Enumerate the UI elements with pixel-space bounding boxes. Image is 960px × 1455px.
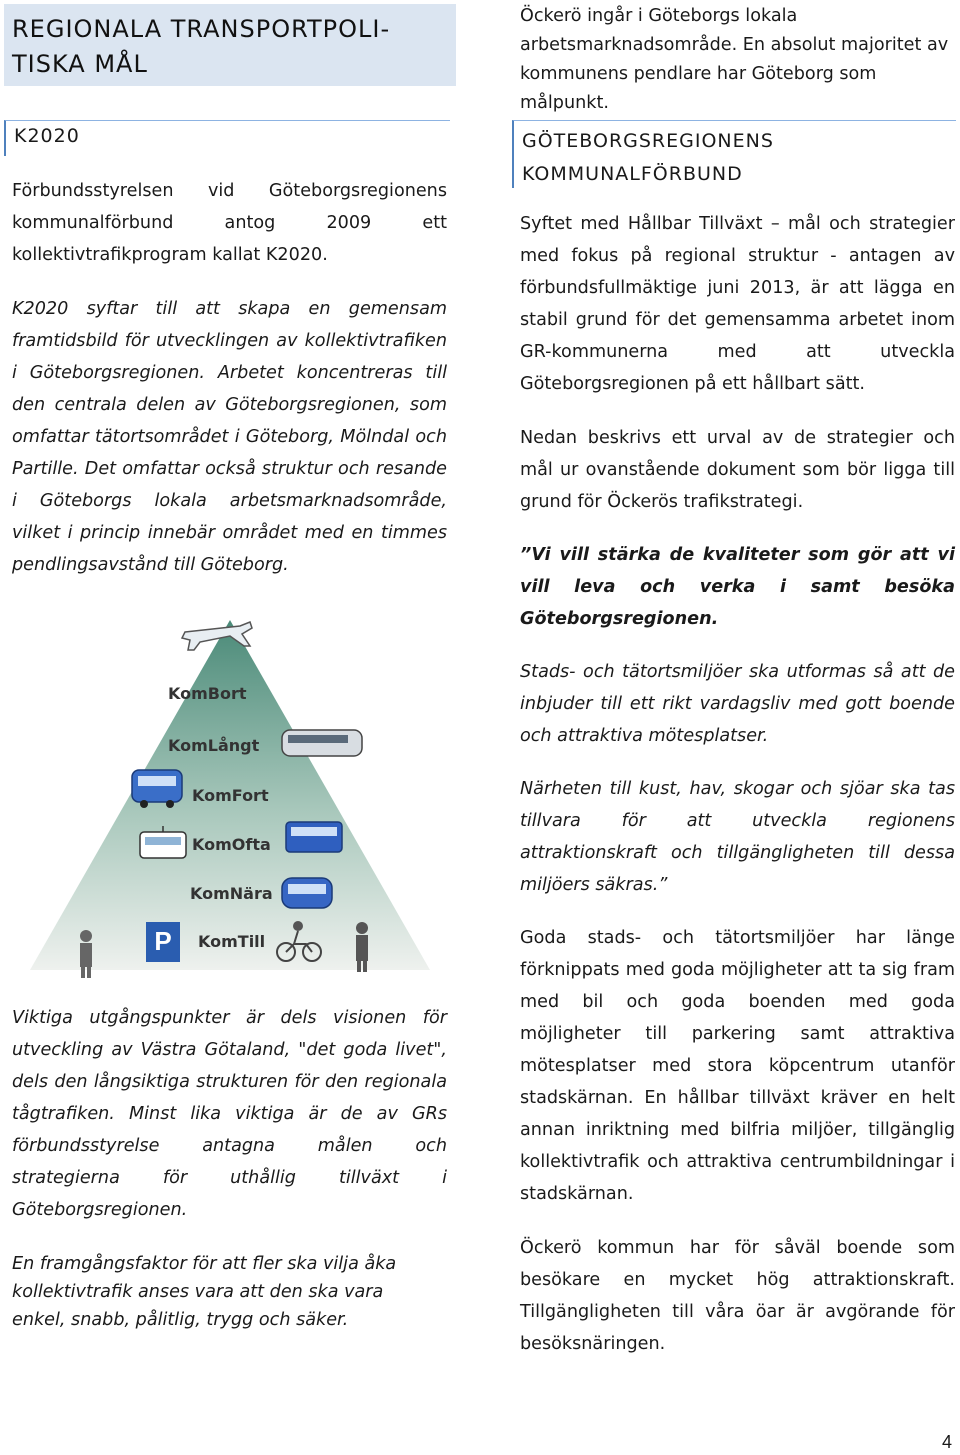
gr-paragraph-2: Nedan beskrivs ett urval av de strategier och mål ur ovanstående dokument som bör ligga till grund för Öckerös trafikstrategi. xyxy=(520,428,955,512)
gr-paragraph-5: Goda stads- och tätortsmiljöer har länge förknippats med goda möjligheter att ta sig fram med bil och goda boenden med goda möjligheter till parkering samt attraktiva mötesplatser med stora köpcentrum utanför stadskärnan. En hållbar tillväxt kräver en helt annan inriktning med bilfria miljöer, tillgänglig kollektivtrafik och attraktiva centrumbildningar i stadskärnan. xyxy=(520,928,955,1204)
gr-paragraph-4: Närheten till kust, hav, skogar och sjöar ska tas tillvara för att utveckla regionens attraktionskraft och tillgängligheten till dessa miljöers säkras.” xyxy=(520,779,955,895)
pyramid-level-komofta: KomOfta xyxy=(192,835,271,854)
gr-quote: ”Vi vill stärka de kvaliteter som gör att vi vill leva och verka i samt besöka Göteborgsregionen. xyxy=(520,545,955,629)
pyramid-level-komnara: KomNära xyxy=(190,884,273,903)
k2020-paragraph-1: Förbundsstyrelsen vid Göteborgsregionens kommunalförbund antog 2009 ett kollektivtrafikprogram kallat K2020. xyxy=(12,181,447,265)
bus-icon xyxy=(132,770,182,808)
svg-text:P: P xyxy=(154,926,172,956)
train-icon xyxy=(282,730,362,756)
section-title-box xyxy=(4,4,456,86)
left-paragraph-3: Viktiga utgångspunkter är dels visionen för utveckling av Västra Götaland, "det goda livet", dels den långsiktiga strukturen för den regionala tågtrafiken. Minst lika viktiga är de av GRs förbundsstyrelse antagna målen och strategierna för uthållig tillväxt i Göteborgsregionen. xyxy=(12,1008,447,1220)
pyramid-level-kombort: KomBort xyxy=(168,684,247,703)
city-bus-icon xyxy=(286,822,342,852)
section-title: REGIONALA TRANSPORTPOLI- TISKA MÅL xyxy=(12,15,391,78)
k2020-paragraph-2: K2020 syftar till att skapa en gemensam framtidsbild för utvecklingen av kollektivtrafiken i Göteborgsregionen. Arbetet koncentreras till den centrala delen av Göteborgsregionen, som omfattar tätortsområdet i Göteborg, Mölndal och Partille. Det omfattar också struktur och resande i Göteborgs lokala arbetsmarknadsområde, vilket i princip innebär området med en timmes pendlingsavstånd till Göteborg. xyxy=(12,299,447,575)
pyramid-level-komfort: KomFort xyxy=(192,786,269,805)
gr-heading-box xyxy=(512,120,956,188)
k2020-heading-box xyxy=(4,120,450,156)
transport-pyramid-figure xyxy=(20,600,440,980)
gr-paragraph-3: Stads- och tätortsmiljöer ska utformas så att de inbjuder till ett rikt vardagsliv med gott boende och attraktiva mötesplatser. xyxy=(520,662,955,746)
left-paragraph-4: En framgångsfaktor för att fler ska vilja åka kollektivtrafik anses vara att den ska vara enkel, snabb, pålitlig, trygg och säker. xyxy=(12,1254,397,1330)
gr-heading: GÖTEBORGSREGIONENS KOMMUNALFÖRBUND xyxy=(522,130,774,185)
parking-icon xyxy=(146,922,180,962)
right-intro: Öckerö ingår i Göteborgs lokala arbetsmarknadsområde. En absolut majoritet av kommunens pendlare har Göteborg som målpunkt. xyxy=(520,6,949,113)
k2020-heading: K2020 xyxy=(14,125,80,147)
pyramid-level-komtill: KomTill xyxy=(198,932,266,951)
gr-paragraph-6: Öckerö kommun har för såväl boende som besökare en mycket hög attraktionskraft. Tillgängligheten till våra öar är avgörande för besöksnäringen. xyxy=(520,1238,955,1354)
gr-paragraph-1: Syftet med Hållbar Tillväxt – mål och strategier med fokus på regional struktur - antagen av förbundsfullmäktige juni 2013, är att lägga en stabil grund för det gemensamma arbetet inom GR-kommunerna med att utveckla Göteborgsregionen på ett hållbart sätt. xyxy=(520,214,955,394)
page-number: 4 xyxy=(942,1432,953,1452)
pyramid-level-komlangt: KomLångt xyxy=(168,736,260,755)
minibus-icon xyxy=(282,878,332,908)
pedestrian-icon xyxy=(80,930,92,978)
